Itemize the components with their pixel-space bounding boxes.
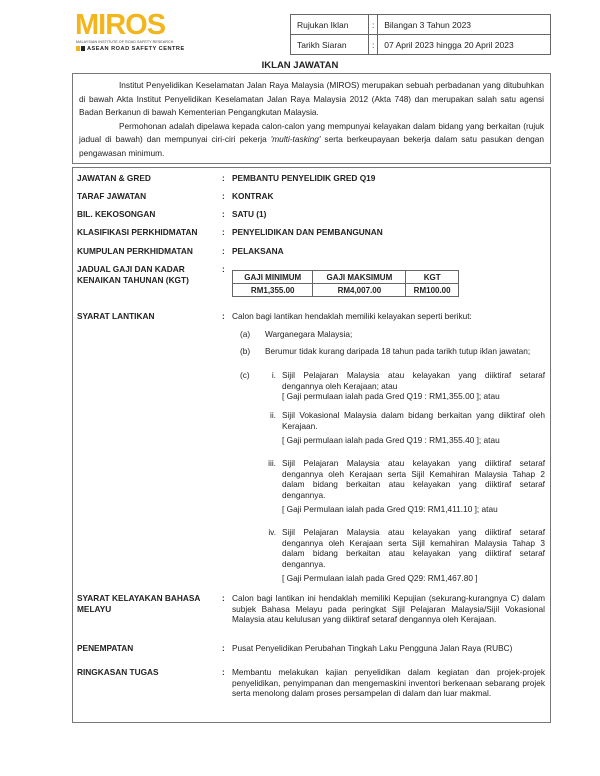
- bahasa-text: Calon bagi lantikan ini hendaklah memiliki Kepujian (sekurang-kurangnya C) dalam subjek Bahasa Melayu pada peringkat Sijil Pelajaran Malaysia/Sijil Vokasional Malaysia atau kelulusan yang diiktiraf setaraf dengannya oleh Kerajaan.: [232, 593, 545, 624]
- colon: :: [222, 227, 225, 237]
- colon: :: [222, 264, 225, 274]
- salary-value-row: [233, 284, 459, 297]
- logo-tagline-text: ASEAN ROAD SAFETY CENTRE: [87, 46, 185, 52]
- field-label: KUMPULAN PERKHIDMATAN: [77, 246, 193, 256]
- tugas-label: RINGKASAN TUGAS: [77, 667, 159, 677]
- intro-text: Permohonan adalah dipelawa kepada calon-calon yang mempunyai kelayakan dalam bidang yang berkaitan (rujuk jadual di bawah) dan mempunyai ciri-ciri pekerja: [79, 120, 544, 145]
- sub-item-number: ii.: [270, 410, 276, 420]
- penempatan-label: PENEMPATAN: [77, 643, 134, 653]
- intro-paragraph: Institut Penyelidikan Keselamatan Jalan Raya Malaysia (MIROS) merupakan sebuah perbadanan yang ditubuhkan di bawah Akta Institut Penyelidikan Keselamatan Jalan Raya Malaysia 2012 (Akta 748) dan merupakan salah satu agensi Badan Berkanun di bawah Kementerian Pengangkutan Malaysia.: [79, 80, 544, 118]
- sub-item-text: Sijil Vokasional Malaysia dalam bidang berkaitan yang diiktiraf oleh Kerajaan.: [282, 410, 545, 431]
- sub-item-gaji: [ Gaji Permulaan ialah pada Gred Q19: RM1,411.10 ]; atau: [282, 504, 498, 514]
- colon: :: [222, 311, 225, 321]
- intro-paragraph: [79, 120, 544, 161]
- intro-text: serta berkeupayaan bekerja dalam satu pasukan dengan pengawasan minimum.: [79, 134, 544, 158]
- reference-row: [291, 35, 551, 55]
- field-label: JAWATAN & GRED: [77, 173, 151, 183]
- intro-italic: 'multi-tasking': [270, 134, 321, 145]
- bahasa-label: SYARAT KELAYAKAN BAHASA MELAYU: [77, 593, 201, 614]
- sub-item-gaji: [ Gaji permulaan ialah pada Gred Q19 : RM1,355.00 ]; atau: [282, 391, 500, 401]
- salary-header-row: [233, 271, 459, 284]
- sub-item-number: iii.: [268, 458, 276, 468]
- ref-sep: :: [369, 15, 378, 35]
- colon: :: [222, 173, 225, 183]
- item-marker: (b): [240, 346, 251, 356]
- salary-value: RM100.00: [406, 284, 459, 297]
- sub-item-gaji: [ Gaji permulaan ialah pada Gred Q19 : RM1,355.40 ]; atau: [282, 435, 500, 445]
- ref-sep: :: [369, 35, 378, 55]
- logo-subtitle: MALAYSIAN INSTITUTE OF ROAD SAFETY RESEARCH: [76, 40, 174, 44]
- field-value: SATU (1): [232, 209, 267, 219]
- logo-tagline: [76, 46, 185, 52]
- sub-item-gaji: [ Gaji Permulaan ialah pada Gred Q29: RM1,467.80 ]: [282, 573, 478, 583]
- page-title: IKLAN JAWATAN: [261, 60, 339, 71]
- field-value: KONTRAK: [232, 191, 274, 201]
- item-marker: (c): [240, 370, 250, 380]
- syarat-label: SYARAT LANTIKAN: [77, 311, 155, 321]
- colon: :: [222, 667, 225, 677]
- salary-header: KGT: [406, 271, 459, 284]
- sub-item-number: iv.: [268, 527, 276, 537]
- salary-value: RM4,007.00: [313, 284, 406, 297]
- colon: :: [222, 191, 225, 201]
- ref-label: Tarikh Siaran: [291, 35, 369, 55]
- sub-item-text: Sijil Pelajaran Malaysia atau kelayakan yang diiktiraf setaraf dengannya oleh Kerajaan serta Sijil Kemahiran Malaysia Tahap 2 dalam bidang berkaitan atau kelayakan yang diiktiraf setaraf dengannya.: [282, 458, 545, 500]
- ref-value: 07 April 2023 hingga 20 April 2023: [378, 35, 551, 55]
- colon: :: [222, 246, 225, 256]
- reference-row: [291, 15, 551, 35]
- logo: MIROS: [75, 9, 166, 41]
- syarat-intro: Calon bagi lantikan hendaklah memiliki kelayakan seperti berikut:: [232, 311, 472, 321]
- field-value: PENYELIDIKAN DAN PEMBANGUNAN: [232, 227, 383, 237]
- colon: :: [222, 643, 225, 653]
- syarat-item: Berumur tidak kurang daripada 18 tahun pada tarikh tutup iklan jawatan;: [265, 346, 531, 356]
- salary-header: GAJI MINIMUM: [233, 271, 313, 284]
- salary-label: JADUAL GAJI DAN KADAR KENAIKAN TAHUNAN (KGT): [77, 264, 189, 285]
- sub-item-text: Sijil Pelajaran Malaysia atau kelayakan yang diiktiraf setaraf dengannya oleh Kerajaan serta Sijil kemahiran Malaysia Tahap 3 dalam bidang berkaitan atau kelayakan yang diiktiraf setaraf dengannya.: [282, 527, 545, 569]
- field-label: KLASIFIKASI PERKHIDMATAN: [77, 227, 198, 237]
- field-value: PELAKSANA: [232, 246, 284, 256]
- sub-item-text: Sijil Pelajaran Malaysia atau kelayakan yang diiktiraf setaraf dengannya oleh Kerajaan; atau: [282, 370, 545, 391]
- colon: :: [222, 593, 225, 603]
- sub-item-number: i.: [271, 370, 276, 380]
- field-value: PEMBANTU PENYELIDIK GRED Q19: [232, 173, 376, 183]
- salary-header: GAJI MAKSIMUM: [313, 271, 406, 284]
- field-label: TARAF JAWATAN: [77, 191, 147, 201]
- syarat-item: Warganegara Malaysia;: [265, 329, 353, 339]
- field-label: BIL. KEKOSONGAN: [77, 209, 156, 219]
- ref-value: Bilangan 3 Tahun 2023: [378, 15, 551, 35]
- item-marker: (a): [240, 329, 251, 339]
- ref-label: Rujukan Iklan: [291, 15, 369, 35]
- intro-box: [72, 73, 551, 164]
- colon: :: [222, 209, 225, 219]
- salary-table: [232, 270, 459, 297]
- tugas-text: Membantu melakukan kajian penyelidikan dalam kegiatan dan projek-projek penyelidikan, penyimpanan dan mengemaskini inventori berkenaan sebarang projek serta menolong dalam proses persampelan di dalam dan luar makmal.: [232, 667, 545, 698]
- salary-value: RM1,355.00: [233, 284, 313, 297]
- reference-table: [290, 14, 551, 55]
- penempatan-text: Pusat Penyelidikan Perubahan Tingkah Laku Pengguna Jalan Raya (RUBC): [232, 643, 513, 653]
